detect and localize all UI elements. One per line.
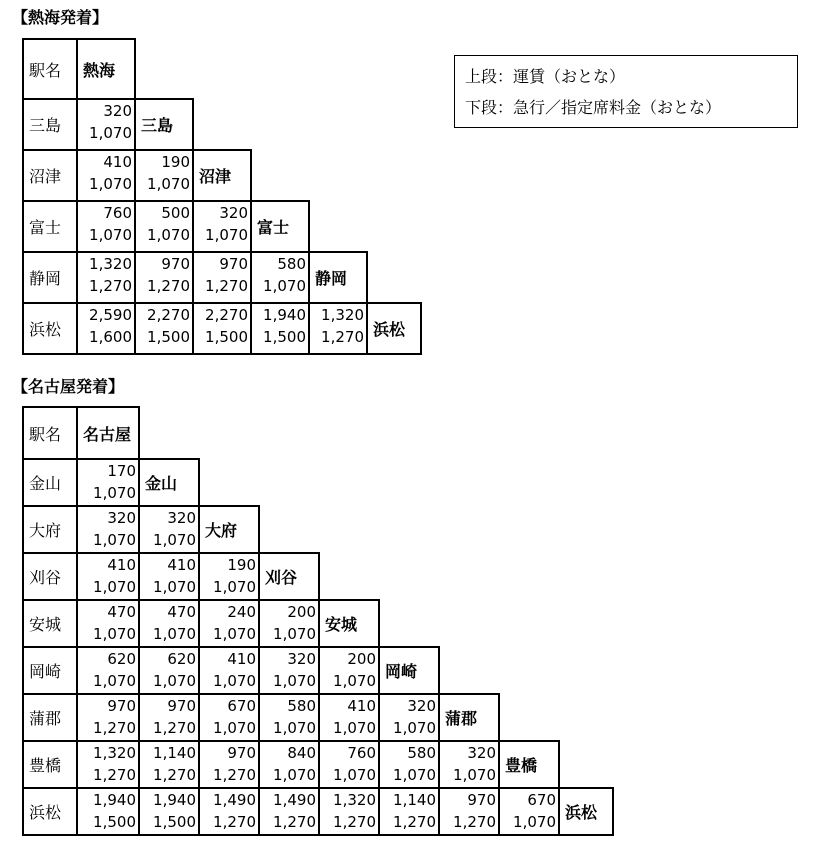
- fare-upper: 970: [467, 791, 496, 809]
- fare-row: [23, 150, 421, 201]
- fare-upper: 1,140: [153, 744, 196, 762]
- fare-cell: [439, 788, 499, 835]
- fare-upper: 470: [107, 603, 136, 621]
- empty-cell: [319, 553, 379, 600]
- row-station-name: 大府: [23, 506, 77, 553]
- fare-cell: [259, 694, 319, 741]
- fare-cell: [193, 252, 251, 303]
- diagonal-station-name: 静岡: [309, 252, 367, 303]
- empty-cell: [259, 459, 319, 506]
- fare-lower: 1,070: [153, 531, 196, 549]
- fare-lower: 1,070: [147, 175, 190, 193]
- empty-cell: [259, 407, 319, 459]
- empty-cell: [193, 99, 251, 150]
- fare-lower: 1,270: [213, 813, 256, 831]
- fare-cell: [77, 150, 135, 201]
- fare-cell: [251, 303, 309, 354]
- header-label: 駅名: [23, 39, 77, 99]
- fare-upper: 970: [219, 255, 248, 273]
- empty-cell: [319, 459, 379, 506]
- empty-cell: [379, 459, 439, 506]
- empty-cell: [251, 99, 309, 150]
- row-station-name: 富士: [23, 201, 77, 252]
- empty-cell: [259, 506, 319, 553]
- fare-cell: [251, 252, 309, 303]
- fare-upper: 2,270: [147, 306, 190, 324]
- empty-cell: [559, 600, 613, 647]
- row-station-name: 安城: [23, 600, 77, 647]
- fare-lower: 1,270: [273, 813, 316, 831]
- row-station-name: 静岡: [23, 252, 77, 303]
- fare-lower: 1,500: [93, 813, 136, 831]
- fare-upper: 1,940: [263, 306, 306, 324]
- legend-lower: 下段：急行／指定席料金（おとな）: [465, 98, 722, 117]
- fare-upper: 240: [227, 603, 256, 621]
- fare-row: [23, 99, 421, 150]
- fare-upper: 580: [407, 744, 436, 762]
- empty-cell: [379, 407, 439, 459]
- diagonal-station-name: 熱海: [77, 39, 135, 99]
- empty-cell: [367, 252, 421, 303]
- fare-cell: [77, 252, 135, 303]
- row-station-name: 刈谷: [23, 553, 77, 600]
- empty-cell: [199, 407, 259, 459]
- fare-lower: 1,270: [321, 328, 364, 346]
- empty-cell: [139, 407, 199, 459]
- fare-lower: 1,500: [205, 328, 248, 346]
- fare-lower: 1,070: [273, 625, 316, 643]
- empty-cell: [439, 647, 499, 694]
- fare-row: [23, 600, 613, 647]
- fare-upper: 1,940: [153, 791, 196, 809]
- empty-cell: [379, 553, 439, 600]
- fare-cell: [135, 150, 193, 201]
- fare-lower: 1,070: [89, 226, 132, 244]
- fare-row: [23, 459, 613, 506]
- empty-cell: [367, 201, 421, 252]
- fare-cell: [77, 553, 139, 600]
- fare-upper: 580: [287, 697, 316, 715]
- fare-upper: 320: [407, 697, 436, 715]
- fare-lower: 1,070: [213, 625, 256, 643]
- fare-upper: 320: [467, 744, 496, 762]
- empty-cell: [367, 150, 421, 201]
- fare-legend: [454, 55, 798, 128]
- fare-lower: 1,070: [147, 226, 190, 244]
- empty-cell: [309, 201, 367, 252]
- fare-cell: [379, 788, 439, 835]
- fare-cell: [139, 506, 199, 553]
- row-station-name: 浜松: [23, 303, 77, 354]
- fare-cell: [77, 694, 139, 741]
- empty-cell: [499, 600, 559, 647]
- fare-lower: 1,270: [153, 719, 196, 737]
- fare-cell: [77, 647, 139, 694]
- fare-upper: 970: [107, 697, 136, 715]
- fare-upper: 970: [161, 255, 190, 273]
- fare-upper: 1,320: [321, 306, 364, 324]
- fare-cell: [77, 506, 139, 553]
- fare-upper: 620: [107, 650, 136, 668]
- fare-cell: [77, 788, 139, 835]
- fare-cell: [77, 303, 135, 354]
- fare-row: [23, 647, 613, 694]
- fare-cell: [135, 252, 193, 303]
- empty-cell: [367, 39, 421, 99]
- fare-upper: 1,940: [93, 791, 136, 809]
- fare-cell: [139, 741, 199, 788]
- fare-lower: 1,070: [213, 578, 256, 596]
- fare-cell: [379, 694, 439, 741]
- fare-cell: [319, 741, 379, 788]
- fare-cell: [199, 647, 259, 694]
- row-station-name: 浜松: [23, 788, 77, 835]
- fare-upper: 1,490: [213, 791, 256, 809]
- fare-upper: 410: [167, 556, 196, 574]
- fare-lower: 1,070: [273, 719, 316, 737]
- row-station-name: 金山: [23, 459, 77, 506]
- fare-lower: 1,270: [453, 813, 496, 831]
- empty-cell: [319, 407, 379, 459]
- fare-cell: [499, 788, 559, 835]
- fare-upper: 760: [103, 204, 132, 222]
- diagonal-station-name: 豊橋: [499, 741, 559, 788]
- empty-cell: [251, 150, 309, 201]
- diagonal-station-name: 刈谷: [259, 553, 319, 600]
- fare-lower: 1,070: [89, 124, 132, 142]
- fare-cell: [199, 553, 259, 600]
- fare-upper: 470: [167, 603, 196, 621]
- fare-row: [23, 553, 613, 600]
- fare-upper: 1,320: [89, 255, 132, 273]
- fare-upper: 500: [161, 204, 190, 222]
- fare-cell: [199, 741, 259, 788]
- empty-cell: [439, 600, 499, 647]
- fare-cell: [199, 600, 259, 647]
- fare-lower: 1,070: [333, 672, 376, 690]
- fare-cell: [379, 741, 439, 788]
- fare-cell: [199, 788, 259, 835]
- empty-cell: [309, 99, 367, 150]
- fare-lower: 1,070: [93, 672, 136, 690]
- fare-upper: 970: [227, 744, 256, 762]
- fare-cell: [319, 647, 379, 694]
- fare-upper: 190: [227, 556, 256, 574]
- diagonal-station-name: 富士: [251, 201, 309, 252]
- empty-cell: [309, 39, 367, 99]
- row-station-name: 蒲郡: [23, 694, 77, 741]
- fare-lower: 1,270: [93, 719, 136, 737]
- row-station-name: 沼津: [23, 150, 77, 201]
- empty-cell: [251, 39, 309, 99]
- fare-cell: [139, 600, 199, 647]
- atami-fare-table: [22, 38, 422, 355]
- fare-upper: 200: [347, 650, 376, 668]
- fare-upper: 670: [527, 791, 556, 809]
- row-station-name: 豊橋: [23, 741, 77, 788]
- fare-cell: [77, 459, 139, 506]
- fare-lower: 1,270: [89, 277, 132, 295]
- diagonal-station-name: 浜松: [559, 788, 613, 835]
- fare-upper: 2,270: [205, 306, 248, 324]
- diagonal-station-name: 沼津: [193, 150, 251, 201]
- diagonal-station-name: 大府: [199, 506, 259, 553]
- fare-upper: 1,140: [393, 791, 436, 809]
- fare-lower: 1,070: [333, 766, 376, 784]
- empty-cell: [499, 647, 559, 694]
- diagonal-station-name: 蒲郡: [439, 694, 499, 741]
- fare-upper: 670: [227, 697, 256, 715]
- empty-cell: [309, 150, 367, 201]
- empty-cell: [559, 459, 613, 506]
- fare-lower: 1,070: [453, 766, 496, 784]
- fare-cell: [309, 303, 367, 354]
- fare-cell: [139, 647, 199, 694]
- empty-cell: [439, 407, 499, 459]
- atami-section-title: 【熱海発着】: [12, 8, 109, 27]
- empty-cell: [559, 647, 613, 694]
- fare-lower: 1,270: [93, 766, 136, 784]
- fare-cell: [139, 788, 199, 835]
- fare-lower: 1,270: [333, 813, 376, 831]
- fare-upper: 320: [219, 204, 248, 222]
- fare-lower: 1,070: [153, 625, 196, 643]
- fare-upper: 410: [107, 556, 136, 574]
- fare-lower: 1,070: [205, 226, 248, 244]
- empty-cell: [499, 407, 559, 459]
- fare-upper: 760: [347, 744, 376, 762]
- fare-row: [23, 303, 421, 354]
- fare-upper: 840: [287, 744, 316, 762]
- fare-upper: 320: [287, 650, 316, 668]
- header-label: 駅名: [23, 407, 77, 459]
- legend-upper: 上段：運賃（おとな）: [465, 67, 626, 86]
- row-station-name: 三島: [23, 99, 77, 150]
- diagonal-station-name: 金山: [139, 459, 199, 506]
- empty-cell: [559, 407, 613, 459]
- fare-upper: 320: [167, 509, 196, 527]
- fare-cell: [319, 694, 379, 741]
- fare-cell: [319, 788, 379, 835]
- fare-upper: 320: [107, 509, 136, 527]
- fare-cell: [259, 600, 319, 647]
- empty-cell: [499, 553, 559, 600]
- fare-upper: 2,590: [89, 306, 132, 324]
- empty-cell: [379, 506, 439, 553]
- fare-cell: [77, 741, 139, 788]
- fare-cell: [259, 741, 319, 788]
- fare-upper: 190: [161, 153, 190, 171]
- empty-cell: [439, 506, 499, 553]
- fare-cell: [77, 201, 135, 252]
- fare-upper: 620: [167, 650, 196, 668]
- empty-cell: [559, 506, 613, 553]
- fare-upper: 320: [103, 102, 132, 120]
- fare-lower: 1,070: [213, 719, 256, 737]
- diagonal-station-name: 三島: [135, 99, 193, 150]
- fare-upper: 1,320: [333, 791, 376, 809]
- diagonal-station-name: 岡崎: [379, 647, 439, 694]
- empty-cell: [319, 506, 379, 553]
- diagonal-station-name: 安城: [319, 600, 379, 647]
- fare-lower: 1,270: [213, 766, 256, 784]
- fare-upper: 410: [347, 697, 376, 715]
- fare-cell: [77, 600, 139, 647]
- fare-lower: 1,070: [153, 672, 196, 690]
- fare-upper: 580: [277, 255, 306, 273]
- fare-upper: 410: [103, 153, 132, 171]
- fare-cell: [259, 647, 319, 694]
- fare-lower: 1,500: [153, 813, 196, 831]
- fare-row: [23, 506, 613, 553]
- fare-cell: [199, 694, 259, 741]
- fare-lower: 1,070: [263, 277, 306, 295]
- fare-lower: 1,070: [393, 719, 436, 737]
- empty-cell: [439, 459, 499, 506]
- fare-upper: 1,490: [273, 791, 316, 809]
- fare-upper: 970: [167, 697, 196, 715]
- fare-lower: 1,070: [93, 625, 136, 643]
- fare-row: [23, 788, 613, 835]
- nagoya-fare-table: [22, 406, 614, 836]
- empty-cell: [439, 553, 499, 600]
- fare-row: [23, 39, 421, 99]
- fare-lower: 1,070: [93, 531, 136, 549]
- fare-lower: 1,070: [513, 813, 556, 831]
- fare-lower: 1,270: [147, 277, 190, 295]
- fare-lower: 1,270: [205, 277, 248, 295]
- empty-cell: [559, 694, 613, 741]
- empty-cell: [559, 553, 613, 600]
- fare-lower: 1,500: [147, 328, 190, 346]
- fare-row: [23, 694, 613, 741]
- fare-lower: 1,070: [273, 672, 316, 690]
- fare-upper: 1,320: [93, 744, 136, 762]
- empty-cell: [199, 459, 259, 506]
- fare-lower: 1,070: [93, 484, 136, 502]
- fare-lower: 1,600: [89, 328, 132, 346]
- fare-cell: [135, 303, 193, 354]
- fare-upper: 410: [227, 650, 256, 668]
- fare-cell: [77, 99, 135, 150]
- fare-lower: 1,070: [153, 578, 196, 596]
- empty-cell: [559, 741, 613, 788]
- empty-cell: [367, 99, 421, 150]
- diagonal-station-name: 浜松: [367, 303, 421, 354]
- row-station-name: 岡崎: [23, 647, 77, 694]
- fare-row: [23, 252, 421, 303]
- fare-lower: 1,070: [273, 766, 316, 784]
- fare-cell: [139, 694, 199, 741]
- fare-upper: 170: [107, 462, 136, 480]
- empty-cell: [193, 39, 251, 99]
- fare-lower: 1,270: [393, 813, 436, 831]
- fare-lower: 1,070: [89, 175, 132, 193]
- fare-cell: [439, 741, 499, 788]
- empty-cell: [379, 600, 439, 647]
- fare-lower: 1,500: [263, 328, 306, 346]
- empty-cell: [499, 506, 559, 553]
- fare-lower: 1,070: [93, 578, 136, 596]
- empty-cell: [135, 39, 193, 99]
- fare-lower: 1,070: [393, 766, 436, 784]
- empty-cell: [499, 694, 559, 741]
- empty-cell: [499, 459, 559, 506]
- fare-lower: 1,070: [333, 719, 376, 737]
- fare-cell: [193, 303, 251, 354]
- fare-row: [23, 407, 613, 459]
- fare-lower: 1,070: [213, 672, 256, 690]
- fare-upper: 200: [287, 603, 316, 621]
- fare-cell: [139, 553, 199, 600]
- fare-row: [23, 201, 421, 252]
- fare-cell: [135, 201, 193, 252]
- fare-cell: [259, 788, 319, 835]
- diagonal-station-name: 名古屋: [77, 407, 139, 459]
- fare-lower: 1,270: [153, 766, 196, 784]
- fare-row: [23, 741, 613, 788]
- nagoya-section-title: 【名古屋発着】: [12, 377, 125, 396]
- fare-cell: [193, 201, 251, 252]
